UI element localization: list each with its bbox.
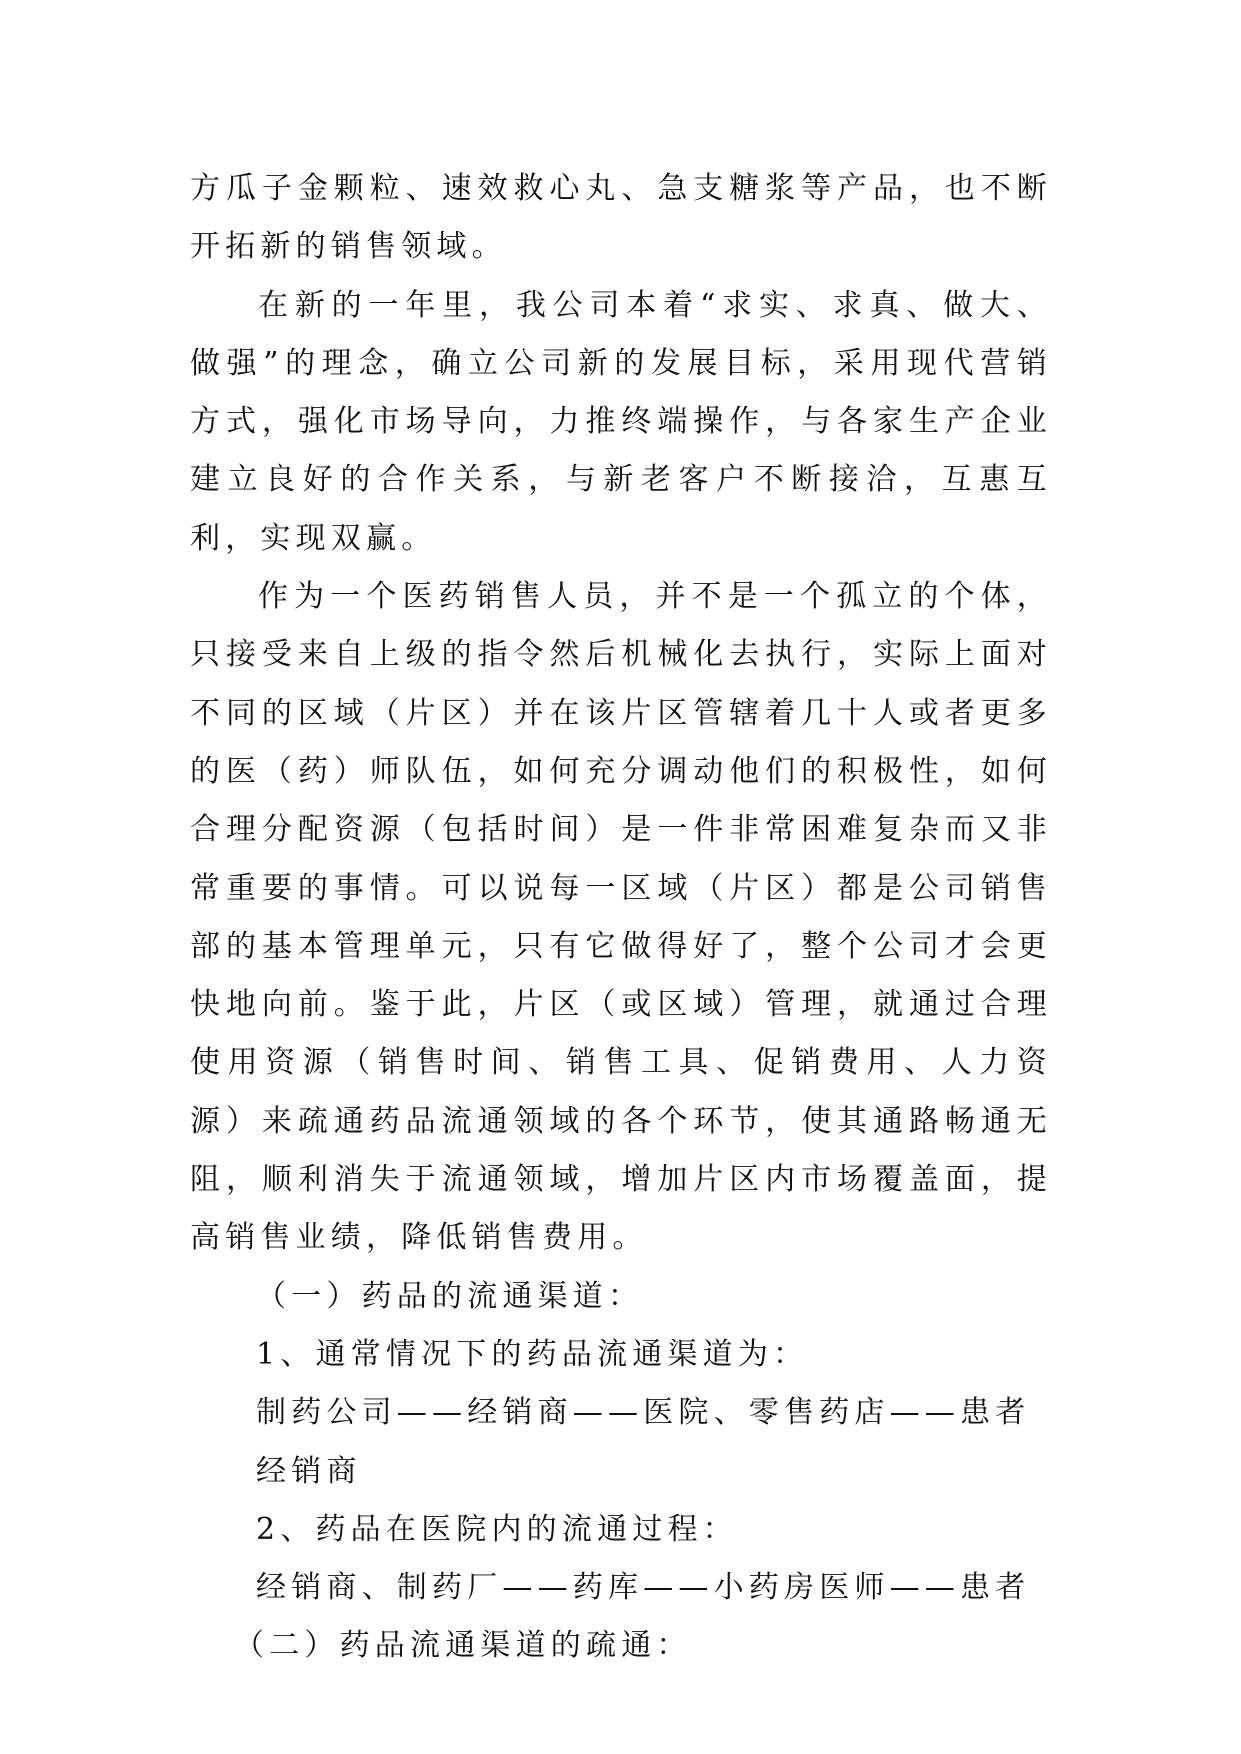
paragraph-continuation: 方瓜子金颗粒、速效救心丸、急支糖浆等产品，也不断开拓新的销售领域。 [190,171,1052,265]
item-heading-usual-channel: 1、通常情况下的药品流通渠道为： [256,1336,809,1372]
channel-flow-usual: 制药公司——经销商——医院、零售药店——患者 [256,1395,1031,1431]
channel-flow-distributor: 经销商 [256,1453,362,1489]
section-heading-channel-clearing: （二）药品流通渠道的疏通： [234,1628,692,1664]
document-body [190,160,1052,1676]
paragraph-company-philosophy: 在新的一年里，我公司本着“求实、求真、做大、做强”的理念，确立公司新的发展目标，采用现代营销方式，强化市场导向，力推终端操作，与各家生产企业建立良好的合作关系，与新老客户不断接洽，互惠互利，实现双赢。 [190,287,1052,556]
section-heading-distribution-channels: （一）药品的流通渠道： [256,1278,644,1314]
item-heading-hospital-flow: 2、药品在医院内的流通过程： [256,1511,738,1547]
channel-flow-hospital: 经销商、制药厂——药库——小药房医师——患者 [256,1570,1031,1606]
paragraph-sales-role: 作为一个医药销售人员，并不是一个孤立的个体，只接受来自上级的指令然后机械化去执行，实际上面对不同的区域（片区）并在该片区管辖着几十人或者更多的医（药）师队伍，如何充分调动他们的积极性，如何合理分配资源（包括时间）是一件非常困难复杂而又非常重要的事情。可以说每一区域（片区）都是公司销售部的基本管理单元，只有它做得好了，整个公司才会更快地向前。鉴于此，片区（或区域）管理，就通过合理使用资源（销售时间、销售工具、促销费用、人力资源）来疏通药品流通领域的各个环节，使其通路畅通无阻，顺利消失于流通领域，增加片区内市场覆盖面，提高销售业绩，降低销售费用。 [190,579,1052,1256]
